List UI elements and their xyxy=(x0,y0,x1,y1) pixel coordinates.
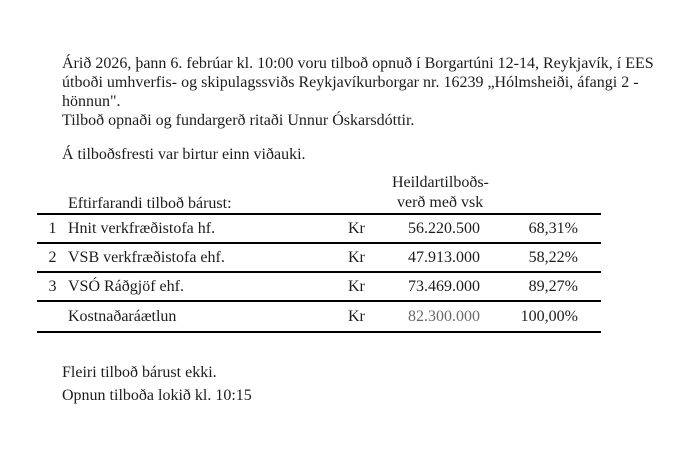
table-header-amount-label xyxy=(392,173,489,213)
amount-header-line-2: verð með vsk xyxy=(397,194,484,211)
table-rows xyxy=(37,213,601,333)
closing-line-2: Opnun tilboða lokið kl. 10:15 xyxy=(62,387,252,404)
intro-line-2: útboði umhverfis- og skipulagssviðs Reykjavíkurborgar nr. 16239 „Hólmsheiði, áfangi 2 - xyxy=(62,74,639,91)
cost-estimate-row xyxy=(37,302,601,333)
table-header-left-label: Eftirfarandi tilboð bárust: xyxy=(68,195,232,212)
bidder-name: Hnit verkfræðistofa hf. xyxy=(68,219,216,237)
bidder-name: VSB verkfræðistofa ehf. xyxy=(68,248,225,266)
estimate-amount: 82.300.000 xyxy=(408,307,480,325)
bidder-number: 3 xyxy=(48,277,57,295)
closing-paragraph xyxy=(62,361,252,407)
bid-row-2 xyxy=(37,244,601,273)
bid-amount: 47.913.000 xyxy=(408,248,480,266)
amount-header-line-1: Heildartilboðs- xyxy=(392,174,489,191)
addendum-note: Á tilboðsfresti var birtur einn viðauki. xyxy=(62,146,306,163)
currency-label: Kr xyxy=(348,248,365,266)
bid-percent: 68,31% xyxy=(528,219,578,237)
bid-row-1 xyxy=(37,215,601,244)
estimate-name: Kostnaðaráætlun xyxy=(68,307,177,325)
estimate-percent: 100,00% xyxy=(520,307,578,325)
bidder-number: 1 xyxy=(48,219,57,237)
intro-paragraph xyxy=(62,54,654,130)
intro-line-3: hönnun". xyxy=(62,93,121,110)
intro-line-1: Árið 2026, þann 6. febrúar kl. 10:00 voru tilboð opnuð í Borgartúni 12-14, Reykjavík, í EES xyxy=(62,55,654,72)
currency-label: Kr xyxy=(348,307,365,325)
bid-percent: 89,27% xyxy=(528,277,578,295)
bid-amount: 56.220.500 xyxy=(408,219,480,237)
bid-row-3 xyxy=(37,273,601,302)
bid-percent: 58,22% xyxy=(528,248,578,266)
closing-line-1: Fleiri tilboð bárust ekki. xyxy=(62,364,217,381)
intro-line-4: Tilboð opnaði og fundargerð ritaði Unnur Óskarsdóttir. xyxy=(62,112,415,129)
currency-label: Kr xyxy=(348,219,365,237)
currency-label: Kr xyxy=(348,277,365,295)
bidder-name: VSÓ Ráðgjöf ehf. xyxy=(68,277,184,295)
bidder-number: 2 xyxy=(48,248,57,266)
bid-amount: 73.469.000 xyxy=(408,277,480,295)
